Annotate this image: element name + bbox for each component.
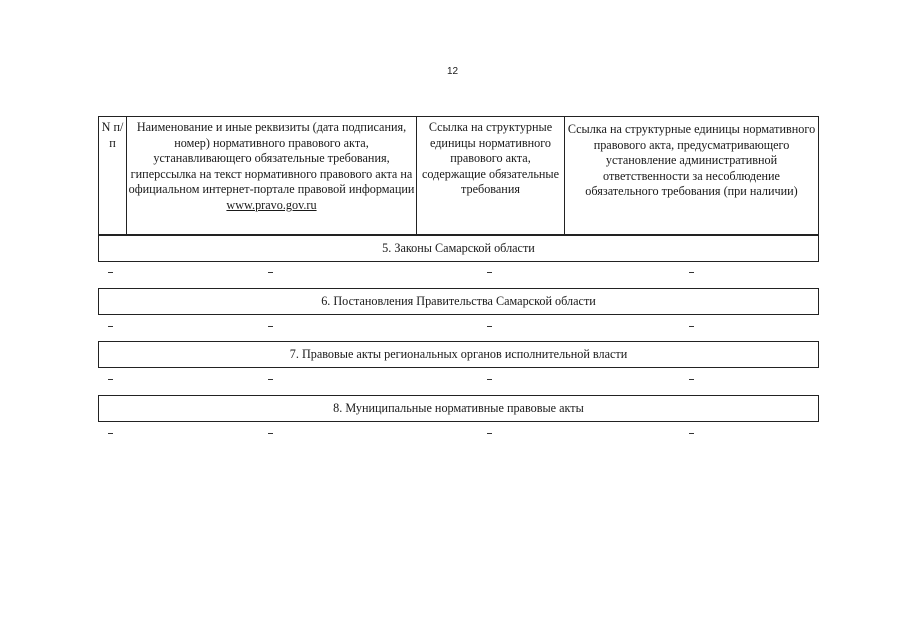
table-header	[98, 116, 819, 235]
header-cell-name-text: Наименование и иные реквизиты (дата подписания, номер) нормативного правового акта, устанавливающего обязательные требования, гиперссылка на текст нормативного правового акта на официальном интернет-портале правовой информации	[128, 120, 415, 197]
empty-cell-dash	[487, 326, 492, 327]
section-title-7: 7. Правовые акты региональных органов исполнительной власти	[98, 341, 819, 368]
empty-cell-dash	[689, 272, 694, 273]
page-number: 12	[446, 66, 459, 77]
empty-cell-dash	[108, 326, 113, 327]
table-row	[0, 373, 905, 387]
pravo-link[interactable]: www.pravo.gov.ru	[226, 197, 317, 212]
empty-cell-dash	[689, 326, 694, 327]
header-cell-requirements: Ссылка на структурные единицы нормативного правового акта, содержащие обязательные требования	[417, 117, 565, 234]
section-title-5: 5. Законы Самарской области	[98, 235, 819, 262]
section-title-6: 6. Постановления Правительства Самарской области	[98, 288, 819, 315]
empty-cell-dash	[268, 272, 273, 273]
empty-cell-dash	[108, 433, 113, 434]
empty-cell-dash	[487, 272, 492, 273]
table-row	[0, 266, 905, 280]
empty-cell-dash	[487, 379, 492, 380]
header-cell-name	[127, 117, 417, 234]
empty-cell-dash	[487, 433, 492, 434]
empty-cell-dash	[268, 433, 273, 434]
header-cell-responsibility: Ссылка на структурные единицы нормативного правового акта, предусматривающего установление административной ответственности за несоблюдение обязательного требования (при наличии)	[567, 122, 816, 199]
empty-cell-dash	[268, 326, 273, 327]
table-row	[0, 320, 905, 334]
table-row	[0, 427, 905, 441]
empty-cell-dash	[689, 433, 694, 434]
header-cell-number: N п/п	[99, 117, 127, 234]
section-title-8: 8. Муниципальные нормативные правовые акты	[98, 395, 819, 422]
empty-cell-dash	[108, 379, 113, 380]
empty-cell-dash	[108, 272, 113, 273]
empty-cell-dash	[268, 379, 273, 380]
empty-cell-dash	[689, 379, 694, 380]
